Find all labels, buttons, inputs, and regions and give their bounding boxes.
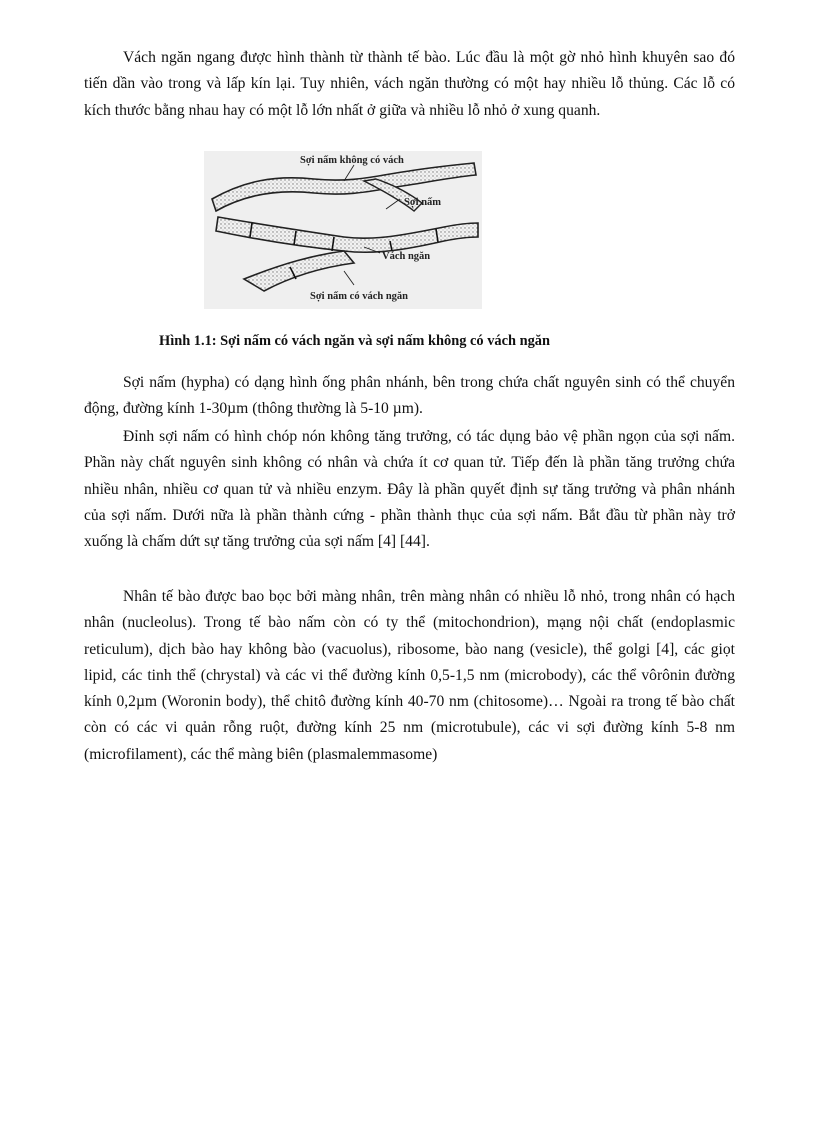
paragraph-hypha-shape: Sợi nấm (hypha) có dạng hình ống phân nhánh, bên trong chứa chất nguyên sinh có thể chuyển động, đường kính 1-30µm (thông thường là 5-10 µm). xyxy=(84,374,735,418)
hyphae-illustration xyxy=(204,151,482,309)
paragraph-cell-organelles: Nhân tế bào được bao bọc bởi màng nhân, trên màng nhân có nhiều lỗ nhỏ, trong nhân có hạch nhân (nucleolus). Trong tế bào nấm còn có ty thể (mitochondrion), mạng nội chất (endoplasmic reticulum), dịch bào hay không bào (vacuolus), ribosome, bào nang (vesicle), thể golgi [4], các giọt lipid, các tinh thể (chrystal) và các vi thể đường kính 0,5-1,5 nm (microbody), các thể vôrônin đường kính 0,2µm (Woronin body), thể chitô đường kính 40-70 nm (chitosome)… Ngoài ra trong tế bào chất còn có các vi quản rỗng ruột, đường kính 25 nm (microtubule), các vi sợi đường kính 5-8 nm (microfilament), các thể màng biên (plasmalemmasome) xyxy=(84,588,735,763)
label-septate-hypha: Sợi nấm có vách ngăn xyxy=(310,291,408,302)
figure-caption: Hình 1.1: Sợi nấm có vách ngăn và sợi nấm không có vách ngăn xyxy=(159,333,550,349)
septate-hypha xyxy=(216,217,478,252)
hyphae-figure xyxy=(204,151,482,309)
paragraph-septum-formation: Vách ngăn ngang được hình thành từ thành tế bào. Lúc đầu là một gờ nhỏ hình khuyên sao đó tiến dần vào trong và lấp kín lại. Tuy nhiên, vách ngăn thường có một hay nhiều lỗ thủng. Các lỗ có kích thước bằng nhau hay có một lỗ lớn nhất ở giữa và nhiều lỗ nhỏ ở xung quanh. xyxy=(84,49,735,119)
label-hypha: Sợi nấm xyxy=(404,197,442,208)
lower-septate-hypha xyxy=(244,251,354,291)
label-aseptate-hypha: Sợi nấm không có vách xyxy=(300,155,404,166)
label-septum: Vách ngăn xyxy=(382,251,431,262)
paragraph-hypha-tip: Đỉnh sợi nấm có hình chóp nón không tăng trưởng, có tác dụng bảo vệ phần ngọn của sợi nấm. Phần này chất nguyên sinh không có nhân và chứa ít cơ quan tử. Tiếp đến là phần tăng trưởng chứa nhiều nhân, nhiều cơ quan tử và nhiều enzym. Đây là phần quyết định sự tăng trưởng và phân nhánh của sợi nấm. Dưới nữa là phần thành cứng - phần thành thục của sợi nấm. Bắt đầu từ phần này trở xuống là chấm dứt sự tăng trưởng của sợi nấm [4] [44]. xyxy=(84,428,735,551)
